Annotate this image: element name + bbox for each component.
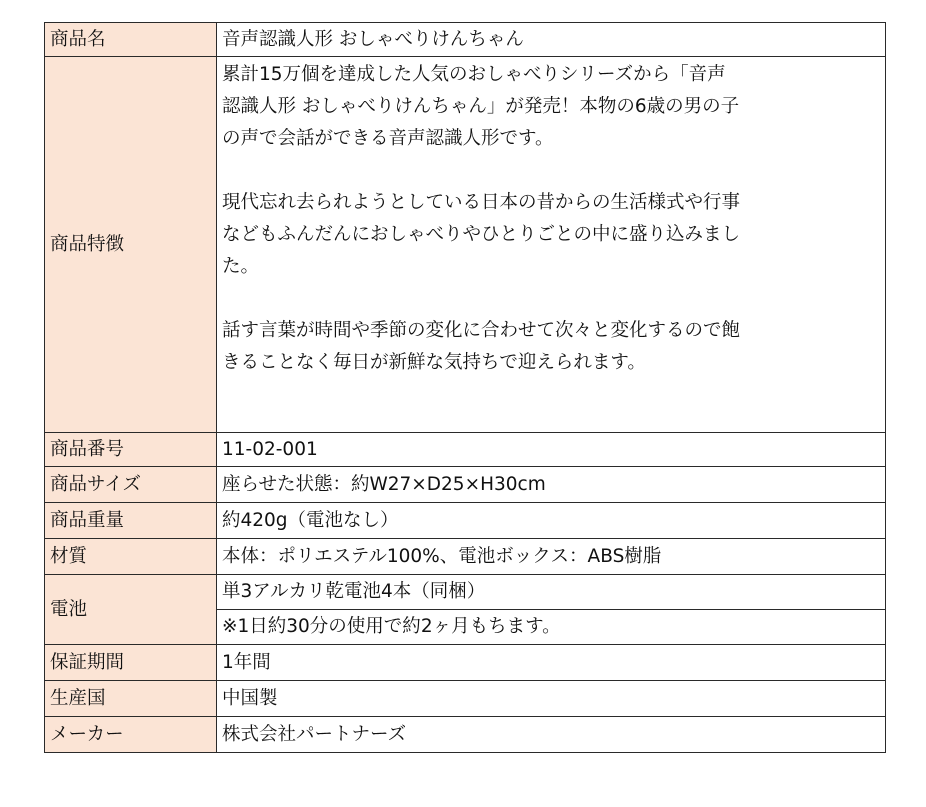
features-line-7: 話す言葉が時間や季節の変化に合わせて次々と変化するので飽 — [222, 320, 741, 341]
row-country — [45, 681, 886, 717]
label-country: 生産国 — [45, 681, 217, 717]
product-spec-table — [44, 22, 886, 753]
row-product-name — [45, 23, 886, 57]
row-material — [45, 539, 886, 575]
value-product-size: 座らせた状態：約W27×D25×H30cm — [217, 467, 886, 503]
row-maker — [45, 717, 886, 753]
row-product-features — [45, 57, 886, 433]
features-line-3: の声で会話ができる音声認識人形です。 — [222, 128, 554, 149]
label-warranty: 保証期間 — [45, 645, 217, 681]
value-product-name: 音声認識人形 おしゃべりけんちゃん — [217, 23, 886, 57]
label-material: 材質 — [45, 539, 217, 575]
features-line-6: た。 — [222, 256, 260, 277]
value-product-number: 11-02-001 — [217, 433, 886, 467]
value-product-features — [217, 57, 886, 433]
value-battery-note: ※1日約30分の使用で約2ヶ月もちます。 — [217, 610, 886, 645]
label-maker: メーカー — [45, 717, 217, 753]
value-country: 中国製 — [217, 681, 886, 717]
features-blank-2 — [222, 283, 885, 315]
features-line-5: などもふんだんにおしゃべりやひとりごとの中に盛り込みまし — [222, 224, 741, 245]
label-product-weight: 商品重量 — [45, 503, 217, 539]
label-product-features: 商品特徴 — [45, 57, 217, 433]
row-warranty — [45, 645, 886, 681]
label-product-number: 商品番号 — [45, 433, 217, 467]
value-maker: 株式会社パートナーズ — [217, 717, 886, 753]
features-line-4: 現代忘れ去られようとしている日本の昔からの生活様式や行事 — [222, 192, 741, 213]
label-product-name: 商品名 — [45, 23, 217, 57]
features-line-2: 認識人形 おしゃべりけんちゃん」が発売！本物の6歳の男の子 — [222, 96, 740, 117]
value-battery-type: 単3アルカリ乾電池4本（同梱） — [217, 575, 886, 610]
value-product-weight: 約420g（電池なし） — [217, 503, 886, 539]
row-product-number — [45, 433, 886, 467]
row-product-weight — [45, 503, 886, 539]
value-warranty: 1年間 — [217, 645, 886, 681]
row-product-size — [45, 467, 886, 503]
label-product-size: 商品サイズ — [45, 467, 217, 503]
features-line-8: きることなく毎日が新鮮な気持ちで迎えられます。 — [222, 352, 646, 373]
label-battery: 電池 — [45, 575, 217, 645]
value-material: 本体：ポリエステル100%、電池ボックス：ABS樹脂 — [217, 539, 886, 575]
row-battery-1 — [45, 575, 886, 610]
features-line-1: 累計15万個を達成した人気のおしゃべりシリーズから「音声 — [222, 64, 726, 85]
features-blank-1 — [222, 155, 885, 187]
